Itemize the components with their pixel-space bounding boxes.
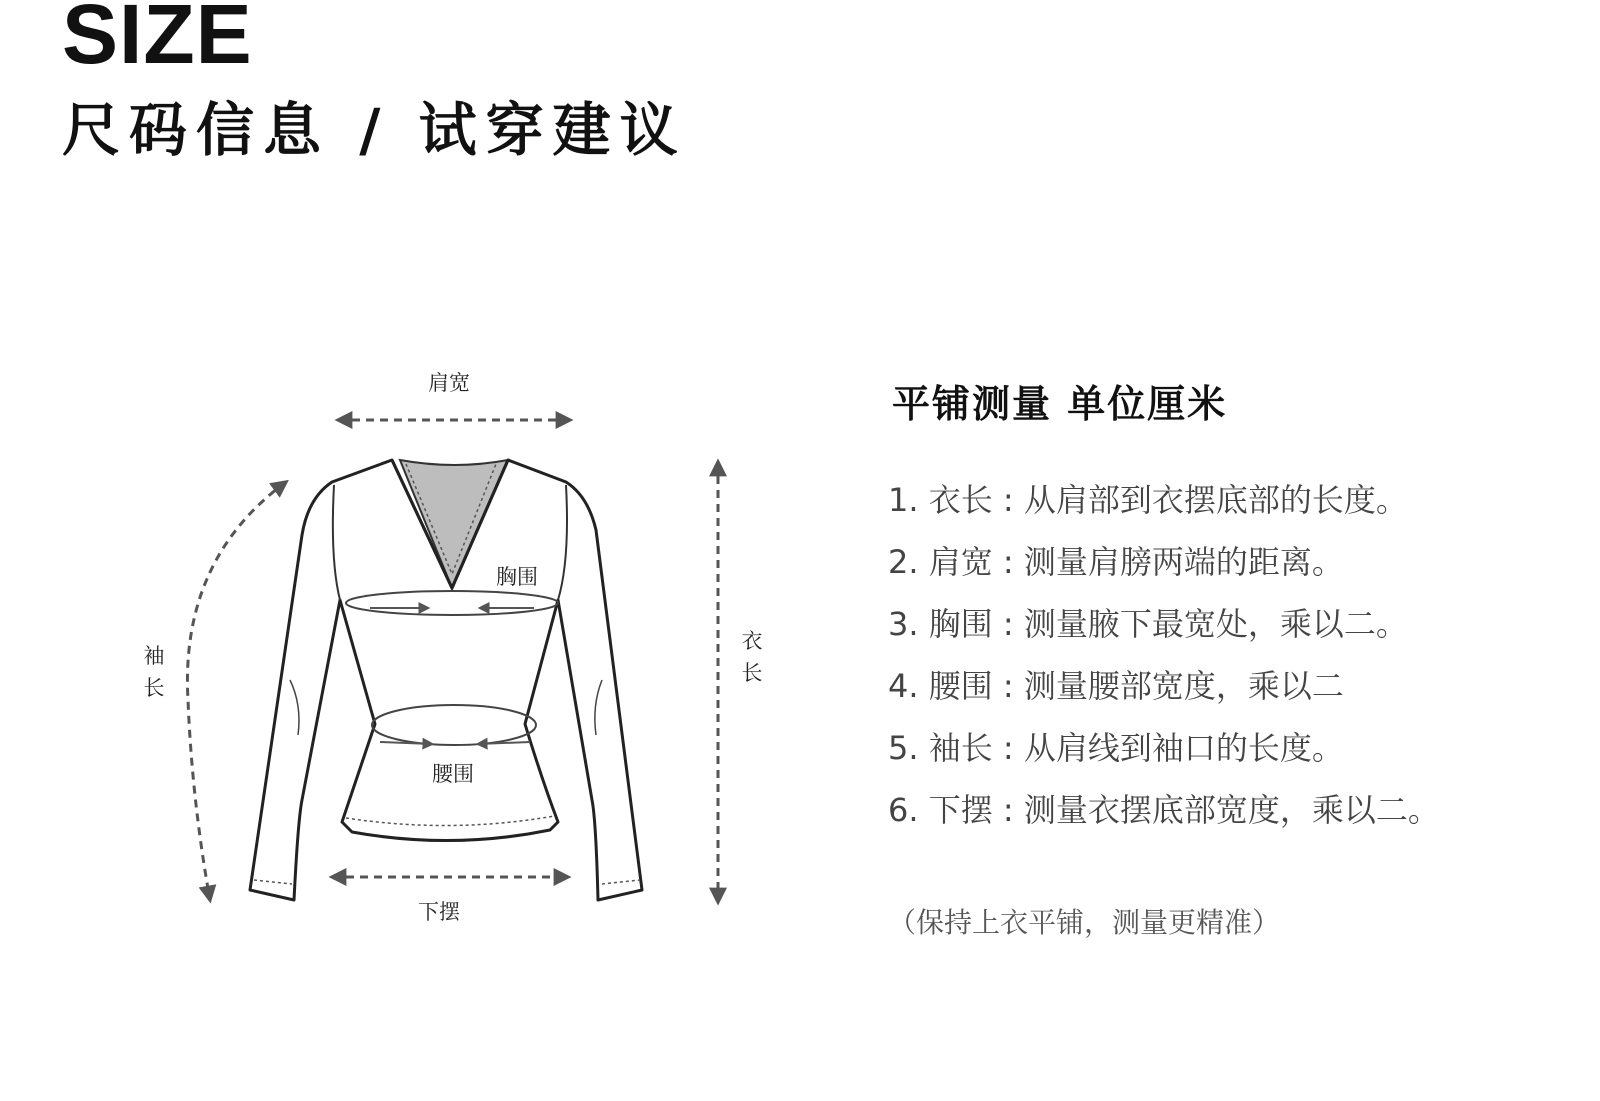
garment-measurement-diagram [130, 360, 810, 960]
list-item: 6. 下摆 : 测量衣摆底部宽度，乘以二。 [888, 791, 1440, 830]
measurement-info [888, 380, 1588, 942]
list-item: 3. 胸围 : 测量腋下最宽处，乘以二。 [888, 605, 1408, 644]
shoulder-label: 肩宽 [428, 371, 470, 395]
waist-label: 腰围 [432, 762, 474, 786]
measurement-note: （保持上衣平铺，测量更精准） [888, 906, 1281, 940]
sleeve-label: 袖长 [143, 644, 165, 700]
list-item: 4. 腰围 : 测量腰部宽度，乘以二 [888, 667, 1344, 706]
list-item: 2. 肩宽 : 测量肩膀两端的距离。 [888, 543, 1344, 582]
size-title: SIZE [62, 0, 253, 81]
list-item: 5. 袖长 : 从肩线到袖口的长度。 [888, 729, 1344, 768]
measurement-list [888, 469, 1588, 841]
hem-label: 下摆 [418, 900, 460, 924]
length-label: 衣长 [741, 629, 763, 685]
chest-label: 胸围 [496, 565, 538, 589]
info-heading: 平铺测量 单位厘米 [892, 382, 1228, 426]
list-item: 1. 衣长 : 从肩部到衣摆底部的长度。 [888, 481, 1408, 520]
v-neck-top-illustration [130, 360, 810, 960]
page-subtitle: 尺码信息 / 试穿建议 [62, 96, 687, 164]
